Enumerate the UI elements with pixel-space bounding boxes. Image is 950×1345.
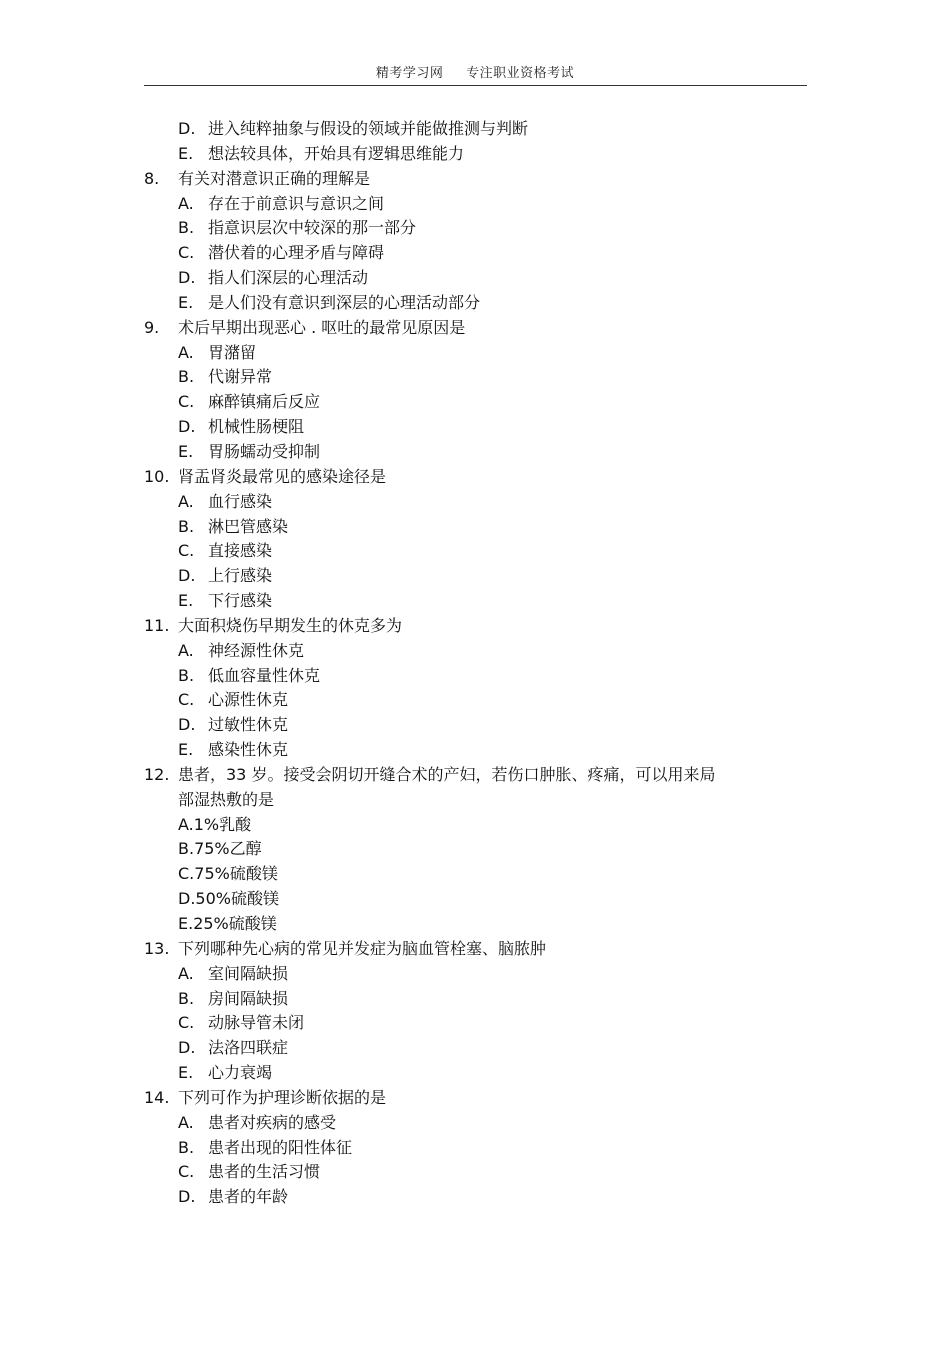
answer-option (0, 1136, 950, 1161)
option-text: 感染性休克 (208, 740, 289, 760)
answer-option (0, 987, 950, 1012)
answer-option (0, 415, 950, 440)
question-text: 下列哪种先心病的常见并发症为脑血管栓塞、脑脓肿 (178, 938, 547, 958)
option-text: 麻醉镇痛后反应 (208, 392, 321, 412)
answer-option (0, 1036, 950, 1061)
question-stem (0, 614, 950, 639)
option-letter: B. (178, 516, 195, 536)
option-letter: D. (178, 268, 196, 288)
answer-option (0, 390, 950, 415)
option-letter: B. (178, 218, 195, 238)
option-text: 患者的年龄 (208, 1187, 289, 1207)
option-text: 心源性休克 (208, 690, 289, 710)
answer-option (0, 688, 950, 713)
option-letter: A. (178, 1112, 194, 1132)
answer-option (0, 564, 950, 589)
question-text: 肾盂肾炎最常见的感染途径是 (178, 466, 387, 486)
option-letter: D. (178, 417, 196, 437)
option-text: 神经源性休克 (208, 640, 305, 660)
option-letter: E. (178, 143, 194, 163)
question-list (0, 117, 950, 1210)
question-stem (0, 937, 950, 962)
option-letter: E. (178, 292, 194, 312)
answer-option (0, 862, 950, 887)
answer-option (0, 639, 950, 664)
option-text: 想法较具体，开始具有逻辑思维能力 (208, 143, 465, 163)
answer-option (0, 813, 950, 838)
option-letter: D. (178, 566, 196, 586)
question-stem (0, 1086, 950, 1111)
option-text: 存在于前意识与意识之间 (208, 193, 385, 213)
answer-option (0, 738, 950, 763)
option-letter: B. (178, 988, 195, 1008)
question-text: 有关对潜意识正确的理解是 (178, 168, 371, 188)
answer-option (0, 266, 950, 291)
answer-option (0, 1011, 950, 1036)
option-letter: C. (178, 392, 195, 412)
option-text: C.75%硫酸镁 (178, 864, 278, 884)
question-number: 13. (144, 938, 170, 958)
option-letter: D. (178, 1187, 196, 1207)
option-text: 动脉导管未闭 (208, 1013, 305, 1033)
option-text: 法洛四联症 (208, 1038, 289, 1058)
answer-option (0, 713, 950, 738)
option-letter: A. (178, 640, 194, 660)
answer-option (0, 192, 950, 217)
answer-option (0, 515, 950, 540)
option-text: 下行感染 (208, 591, 273, 611)
question-number: 9. (144, 317, 160, 337)
page-header (0, 62, 950, 81)
question-stem (0, 316, 950, 341)
question-text: 患者，33 岁。接受会阴切开缝合术的产妇，若伤口肿胀、疼痛，可以用来局 (178, 764, 716, 784)
answer-option (0, 1061, 950, 1086)
option-text: 过敏性休克 (208, 715, 289, 735)
option-text: 血行感染 (208, 491, 273, 511)
option-text: 机械性肠梗阻 (208, 417, 305, 437)
option-text: B.75%乙醇 (178, 839, 262, 859)
answer-option (0, 1185, 950, 1210)
site-name: 精考学习网 (375, 66, 444, 81)
option-text: 室间隔缺损 (208, 963, 289, 983)
option-text: 代谢异常 (208, 367, 273, 387)
answer-option (0, 241, 950, 266)
answer-option (0, 365, 950, 390)
option-text: 患者对疾病的感受 (208, 1112, 337, 1132)
option-text: 患者出现的阳性体征 (208, 1137, 353, 1157)
option-text: 淋巴管感染 (208, 516, 289, 536)
option-text: D.50%硫酸镁 (178, 889, 279, 909)
option-text: 进入纯粹抽象与假设的领域并能做推测与判断 (208, 119, 529, 138)
question-text: 术后早期出现恶心 . 呕吐的最常见原因是 (178, 317, 466, 337)
answer-option (0, 539, 950, 564)
option-text: 上行感染 (208, 566, 273, 586)
answer-option (0, 142, 950, 167)
option-text: 指意识层次中较深的那一部分 (208, 218, 417, 238)
site-tagline: 专注职业资格考试 (466, 66, 575, 81)
answer-option (0, 664, 950, 689)
option-letter: B. (178, 1137, 195, 1157)
answer-option (0, 440, 950, 465)
option-text: 指人们深层的心理活动 (208, 268, 369, 288)
option-text: 直接感染 (208, 541, 273, 561)
question-stem (0, 167, 950, 192)
option-letter: C. (178, 243, 195, 263)
option-letter: D. (178, 715, 196, 735)
question-number: 11. (144, 615, 170, 635)
option-letter: E. (178, 1063, 194, 1083)
option-letter: E. (178, 441, 194, 461)
option-letter: E. (178, 591, 194, 611)
question-number: 10. (144, 466, 170, 486)
header-divider (144, 85, 807, 86)
option-text: A.1%乳酸 (178, 814, 252, 834)
answer-option (0, 341, 950, 366)
question-number: 12. (144, 764, 170, 784)
answer-option (0, 589, 950, 614)
answer-option (0, 912, 950, 937)
option-text: 低血容量性休克 (208, 665, 321, 685)
option-letter: A. (178, 342, 194, 362)
option-text: E.25%硫酸镁 (178, 914, 277, 933)
answer-option (0, 1111, 950, 1136)
option-text: 胃潴留 (208, 342, 257, 362)
option-letter: D. (178, 1038, 196, 1058)
option-text: 潜伏着的心理矛盾与障碍 (208, 243, 385, 263)
question-stem (0, 465, 950, 490)
question-stem-continued (0, 788, 950, 813)
answer-option (0, 490, 950, 515)
option-letter: A. (178, 193, 194, 213)
answer-option (0, 117, 950, 142)
option-text: 患者的生活习惯 (208, 1162, 321, 1182)
answer-option (0, 1160, 950, 1185)
answer-option (0, 216, 950, 241)
answer-option (0, 962, 950, 987)
answer-option (0, 291, 950, 316)
question-number: 14. (144, 1087, 170, 1107)
question-text: 部湿热敷的是 (178, 789, 275, 809)
question-stem (0, 763, 950, 788)
option-letter: B. (178, 367, 195, 387)
option-letter: A. (178, 491, 194, 511)
option-letter: C. (178, 541, 195, 561)
option-text: 房间隔缺损 (208, 988, 289, 1008)
answer-option (0, 887, 950, 912)
option-letter: B. (178, 665, 195, 685)
question-number: 8. (144, 168, 160, 188)
answer-option (0, 837, 950, 862)
option-text: 心力衰竭 (208, 1063, 273, 1083)
option-text: 是人们没有意识到深层的心理活动部分 (208, 292, 481, 312)
question-text: 大面积烧伤早期发生的休克多为 (178, 615, 403, 635)
option-letter: C. (178, 1162, 195, 1182)
option-letter: C. (178, 690, 195, 710)
option-letter: C. (178, 1013, 195, 1033)
option-text: 胃肠蠕动受抑制 (208, 441, 321, 461)
option-letter: A. (178, 963, 194, 983)
option-letter: E. (178, 740, 194, 760)
question-text: 下列可作为护理诊断依据的是 (178, 1087, 387, 1107)
option-letter: D. (178, 119, 196, 138)
